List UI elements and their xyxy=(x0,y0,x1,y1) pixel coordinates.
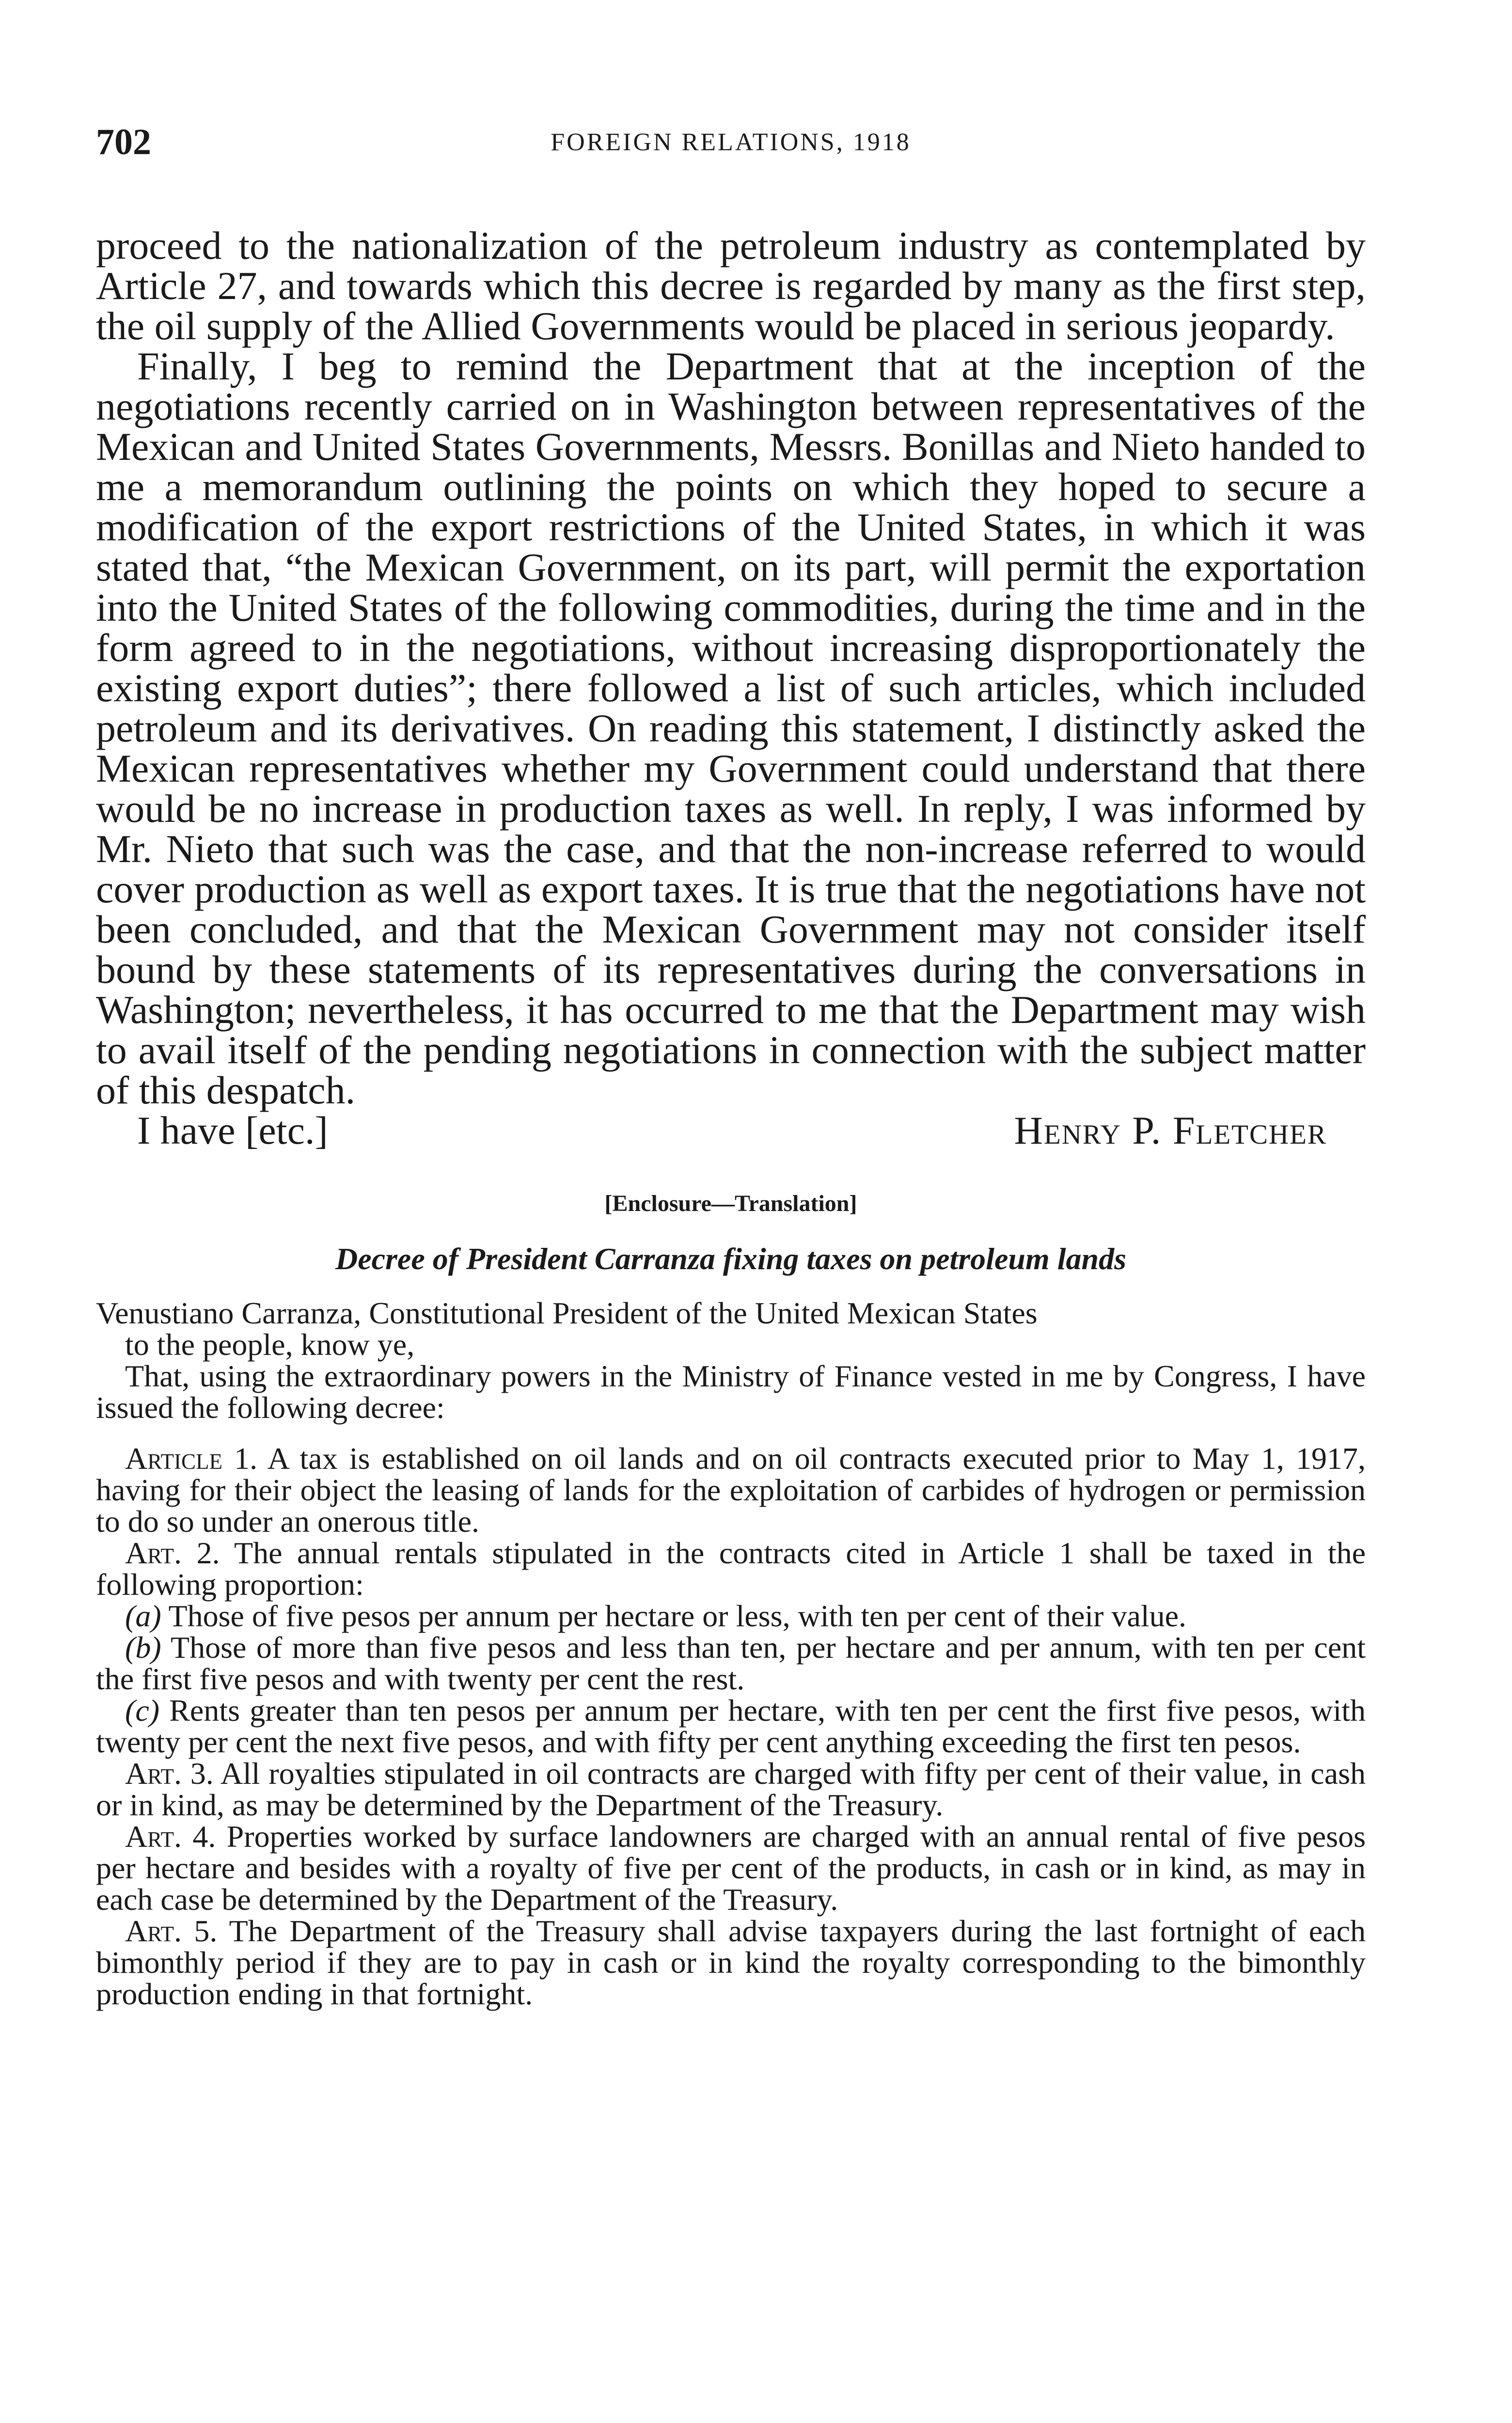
item-text: Rents greater than ten pesos per annum per hectare, with ten per cent the first five pesos, with twenty per cent the next five pesos, and with fifty per cent anything exceeding the first ten pesos. xyxy=(96,1693,1366,1759)
article-text: All royalties stipulated in oil contracts are charged with fifty per cent of their value, in cash or in kind, as may be determined by the Department of the Treasury. xyxy=(96,1756,1366,1822)
decree-title: Decree of President Carranza fixing taxes on petroleum lands xyxy=(335,1242,1127,1276)
decree-preamble: Venustiano Carranza, Constitutional President of the United Mexican States xyxy=(96,1296,1038,1330)
item-text: Those of five pesos per annum per hectare or less, with ten per cent of their value. xyxy=(168,1599,1187,1633)
decree-item xyxy=(96,1632,1366,1695)
article-label: Article 1. xyxy=(125,1441,258,1476)
letter-body xyxy=(96,225,1366,1110)
article-label: Art. 2. xyxy=(125,1536,220,1570)
decree-item xyxy=(96,1600,1366,1632)
article-text: The Department of the Treasury shall advise taxpayers during the last fortnight of each bimonthly period if they are to pay in cash or in kind the royalty corresponding to the bimonthly production ending in that fortnight. xyxy=(96,1914,1366,2011)
decree-article xyxy=(96,1821,1366,1915)
running-head: FOREIGN RELATIONS, 1918 xyxy=(551,128,911,156)
decree-preamble: That, using the extraordinary powers in the Ministry of Finance vested in me by Congress, I have issued the following decree: xyxy=(96,1359,1366,1425)
decree-article xyxy=(96,1537,1366,1600)
decree-article xyxy=(96,1915,1366,2010)
enclosure-label: [Enclosure—Translation] xyxy=(604,1191,857,1216)
letter-closing xyxy=(96,1110,1366,1151)
item-label: (b) xyxy=(125,1630,161,1665)
item-label: (a) xyxy=(125,1599,161,1633)
article-label: Art. 3. xyxy=(125,1756,214,1791)
letter-paragraph: Finally, I beg to remind the Department that at the inception of the negotiations recently carried on in Washington between representatives of the Mexican and United States Governments, Messrs. Bonillas and Nieto handed to me a memorandum outlining the points on which they hoped to secure a modification of the export restrictions of the United States, in which it was stated that, “the Mexican Government, on its part, will permit the exportation into the United States of the following commodities, during the time and in the form agreed to in the negotiations, without increasing disproportionately the existing export duties”; there followed a list of such articles, which included petroleum and its derivatives. On reading this statement, I distinctly asked the Mexican representatives whether my Government could understand that there would be no increase in production taxes as well. In reply, I was informed by Mr. Nieto that such was the case, and that the non-increase referred to would cover production as well as export taxes. It is true that the negotiations have not been concluded, and that the Mexican Government may not consider itself bound by these statements of its representatives during the conversations in Washington; nevertheless, it has occurred to me that the Department may wish to avail itself of the pending negotiations in connection with the subject matter of this despatch. xyxy=(96,344,1366,1112)
decree-article xyxy=(96,1758,1366,1821)
complimentary-close: I have [etc.] xyxy=(137,1108,328,1152)
decree-preamble: to the people, know ye, xyxy=(125,1327,415,1362)
document-page xyxy=(96,121,1366,2010)
decree-item xyxy=(96,1695,1366,1758)
decree-body xyxy=(96,1297,1366,2010)
article-text: A tax is established on oil lands and on oil contracts executed prior to May 1, 1917, having for their object the leasing of lands for the exploitation of carbides of hydrogen or permission to do so under an onerous title. xyxy=(96,1441,1366,1539)
article-text: The annual rentals stipulated in the contracts cited in Article 1 shall be taxed in the following proportion: xyxy=(96,1536,1366,1602)
article-label: Art. 4. xyxy=(125,1819,216,1854)
item-label: (c) xyxy=(125,1693,160,1728)
letter-paragraph: proceed to the nationalization of the petroleum industry as contemplated by Article 27, and towards which this decree is regarded by many as the first step, the oil supply of the Allied Governments would be placed in serious jeopardy. xyxy=(96,223,1366,348)
item-text: Those of more than five pesos and less than ten, per hectare and per annum, with ten per cent the first five pesos and with twenty per cent the rest. xyxy=(96,1630,1366,1696)
page-header xyxy=(96,121,1366,174)
article-text: Properties worked by surface landowners are charged with an annual rental of five pesos per hectare and besides with a royalty of five per cent of the products, in cash or in kind, as may in each case be determined by the Department of the Treasury. xyxy=(96,1819,1366,1917)
page-number: 702 xyxy=(96,122,151,162)
signature: Henry P. Fletcher xyxy=(1014,1108,1327,1152)
decree-article xyxy=(96,1443,1366,1537)
article-label: Art. 5. xyxy=(125,1914,218,1948)
